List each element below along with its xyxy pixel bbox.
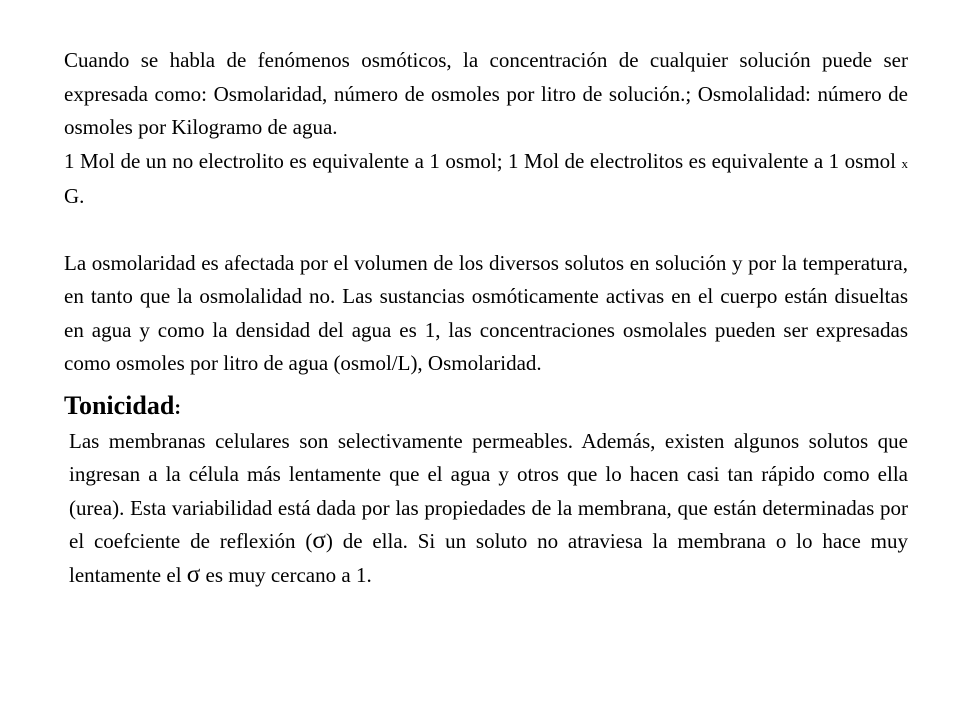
paragraph-osmotic-concentration [64,44,908,145]
heading-colon: : [174,396,181,419]
multiply-x: x [901,155,908,171]
paragraph-tonicidad [64,425,908,593]
section-heading-tonicidad [64,389,908,425]
sigma-symbol: σ [312,527,326,554]
paragraph-mol-osmol [64,145,908,214]
paragraph-text: 1 Mol de un no electrolito es equivalente a 1 osmol; 1 Mol de electrolitos es equivalente a 1 osmol [64,148,897,173]
paragraph-text: La osmolaridad es afectada por el volumen de los diversos solutos en solución y por la temperatura, en tanto que la osmolalidad no. Las sustancias osmóticamente activas en el cuerpo están disueltas en agua y como la densidad del agua es 1, las concentraciones osmolales pueden ser expresadas como osmoles por litro de agua (osmol/L), Osmolaridad. [64,250,908,375]
paragraph-osmolarity [64,247,908,381]
heading-text: Tonicidad [64,390,175,420]
paragraph-text: G. [64,184,85,208]
sigma-symbol: σ [186,560,201,588]
paragraph-text: Cuando se habla de fenómenos osmóticos, la concentración de cualquier solución puede ser expresada como: Osmolaridad, número de osmoles por litro de solución.; Osmolalidad: número de osmoles por Kilogramo de agua. [64,48,908,139]
paragraph-text: Las membranas celulares son selectivamente permeables. Además, existen algunos solutos que ingresan a la célula más lentamente que el agua y otros que lo hacen casi tan rápido como ella (urea). Esta variabilidad está dada por las propiedades de la membrana, que están determinadas por el coefciente de reflexión ( [69,428,908,553]
document-body [64,44,908,592]
spacer [64,214,908,247]
paragraph-text: es muy cercano a 1. [200,562,372,587]
paragraph-text: ) de ella. Si un soluto no atraviesa la membrana o lo hace muy lentamente el [69,529,908,587]
